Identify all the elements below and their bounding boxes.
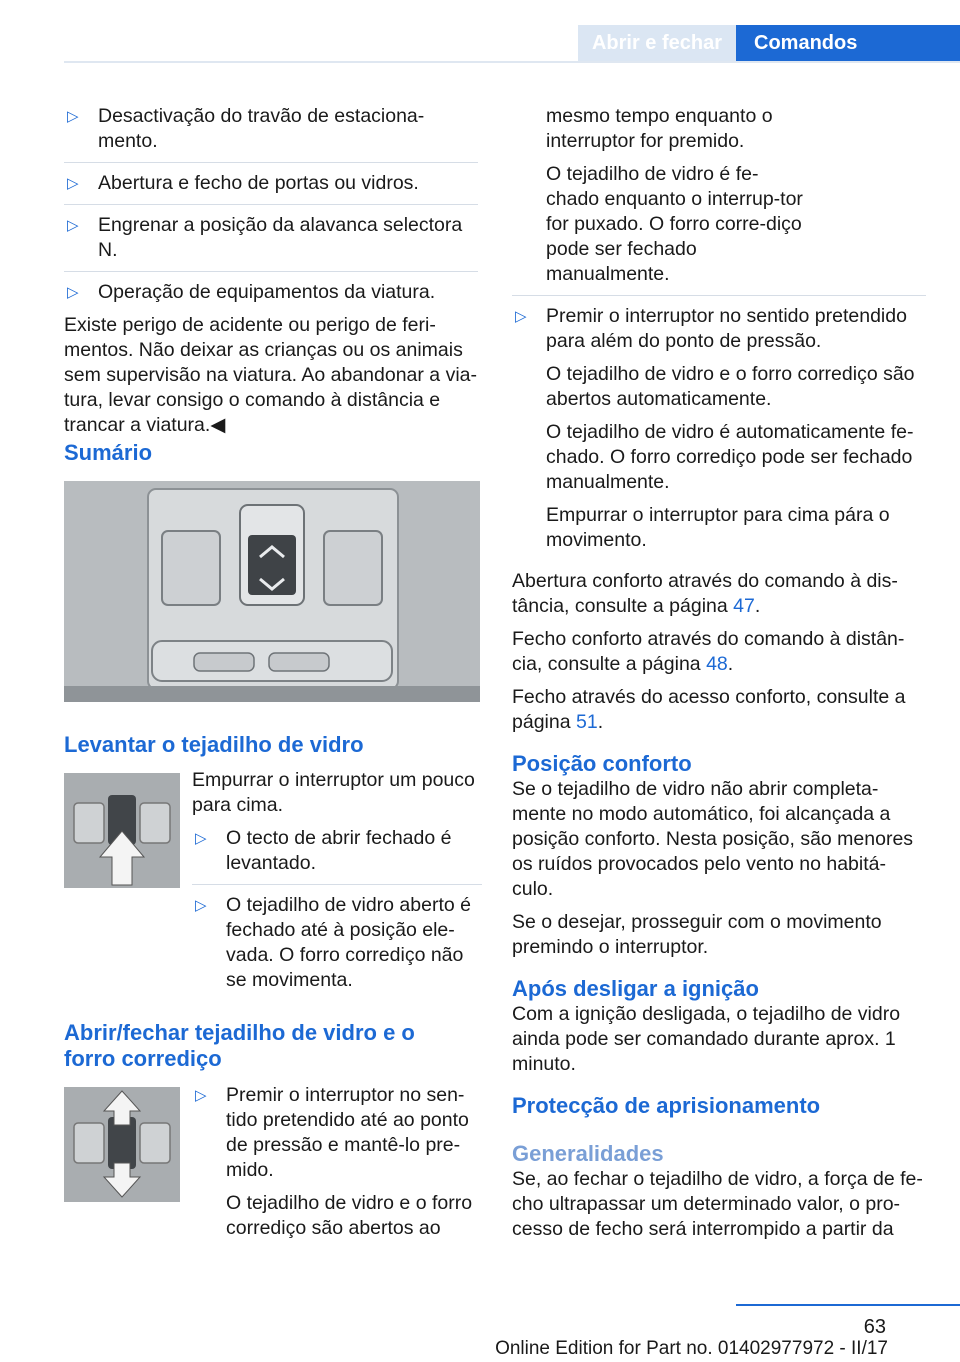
- list-item: ▷ O tejadilho de vidro aberto é fechado até à posição ele-vada. O forro corrediço não se movimenta.: [195, 894, 471, 991]
- open-close-heading: Abrir/fechar tejadilho de vidro e o forro corrediço: [64, 1020, 415, 1071]
- warning-text: Existe perigo de acidente ou perigo de feri-mentos. Não deixar as crianças ou os animais sem supervisão na viatura. Ao abandonar a via-tura, levar consigo o comando à distância e trancar a viatura.◀: [64, 314, 477, 436]
- ref-remote-close: Fecho conforto através do comando à distân-cia, consulte a página 48.: [512, 628, 905, 675]
- header-section-tab[interactable]: Abrir e fechar: [578, 25, 736, 61]
- after-ignition-heading: Após desligar a ignição: [512, 976, 759, 1001]
- comfort-position-heading: Posição conforto: [512, 751, 692, 776]
- triangle-right-icon: ▷: [67, 175, 79, 192]
- list-item: ▷ Premir o interruptor no sentido pretendido para além do ponto de pressão.: [515, 305, 907, 352]
- header-chapter-tab[interactable]: Comandos: [736, 25, 960, 61]
- raise-section: [192, 768, 482, 1001]
- open-close-continuation: O tejadilho de vidro e o forro corrediço são abertos ao: [226, 1192, 473, 1239]
- edition-footer: Online Edition for Part no. 01402977972 - II/17: [495, 1338, 888, 1359]
- cont-paragraph-2: O tejadilho de vidro é fe-chado enquanto o interrup-tor for puxado. O forro corre-diço pode ser fechado manualmente.: [512, 162, 926, 296]
- raise-intro: Empurrar o interruptor um pouco para cima.: [192, 769, 475, 816]
- ref-remote-open: Abertura conforto através do comando à dis-tância, consulte a página 47.: [512, 570, 898, 617]
- header-divider: [64, 61, 960, 63]
- triangle-right-icon: ▷: [67, 217, 79, 234]
- page-link-48[interactable]: 48: [706, 653, 728, 675]
- footer-divider: [736, 1304, 960, 1306]
- bullet-paragraph-2: O tejadilho de vidro é automaticamente fe-chado. O forro corrediço pode ser fechado manualmente.: [546, 421, 914, 493]
- general-text: Se, ao fechar o tejadilho de vidro, a força de fe-cho ultrapassar um determinado valor, o pro-cesso de fecho será interrompido a partir da: [512, 1168, 923, 1240]
- bullet-paragraph-3: Empurrar o interruptor para cima pára o movimento.: [546, 504, 890, 551]
- list-item: ▷ Premir o interruptor no sen-tido pretendido até ao ponto de pressão e mantê-lo pre-mido.: [195, 1084, 469, 1181]
- triangle-right-icon: ▷: [195, 1087, 207, 1104]
- page-link-51[interactable]: 51: [575, 711, 598, 733]
- open-close-switch-image: [64, 1087, 180, 1202]
- triangle-right-icon: ▷: [515, 308, 527, 325]
- list-item: ▷ Desactivação do travão de estaciona-mento.: [64, 104, 478, 163]
- page-number: 63: [863, 1316, 886, 1338]
- list-item: ▷ Abertura e fecho de portas ou vidros.: [64, 171, 478, 205]
- list-item: ▷ Engrenar a posição da alavanca selectora N.: [64, 213, 478, 272]
- pinch-protection-heading: Protecção de aprisionamento: [512, 1093, 821, 1118]
- right-column: [512, 104, 926, 1250]
- cont-paragraph-1: mesmo tempo enquanto o interruptor for premido.: [546, 105, 773, 152]
- ref-comfort-access: Fecho através do acesso conforto, consulte a página 51.: [512, 686, 906, 733]
- triangle-right-icon: ▷: [195, 897, 207, 914]
- general-heading: Generalidades: [512, 1141, 664, 1166]
- raise-switch-image: [64, 773, 180, 888]
- comfort-position-text-1: Se o tejadilho de vidro não abrir completa-mente no modo automático, foi alcançada a posição conforto. Nesta posição, são menores os ruídos provocados pelo vento no habitá-culo.: [512, 778, 914, 900]
- bullet-paragraph-1: O tejadilho de vidro e o forro corrediço são abertos automaticamente.: [546, 363, 915, 410]
- roof-control-overview-image: [64, 481, 480, 702]
- triangle-right-icon: ▷: [67, 108, 79, 125]
- triangle-right-icon: ▷: [195, 830, 207, 847]
- page-link-47[interactable]: 47: [733, 595, 755, 617]
- list-item: ▷ Operação de equipamentos da viatura.: [67, 281, 436, 303]
- raise-heading: Levantar o tejadilho de vidro: [64, 732, 364, 757]
- sumario-heading: Sumário: [64, 440, 153, 465]
- after-ignition-text: Com a ignição desligada, o tejadilho de vidro ainda pode ser comandado durante aprox. 1 minuto.: [512, 1003, 901, 1075]
- triangle-right-icon: ▷: [67, 284, 79, 301]
- left-column-top: [64, 104, 478, 446]
- comfort-position-text-2: Se o desejar, prosseguir com o movimento premindo o interruptor.: [512, 911, 882, 958]
- list-item: ▷ O tecto de abrir fechado é levantado.: [192, 826, 482, 885]
- open-close-section: [192, 1083, 482, 1249]
